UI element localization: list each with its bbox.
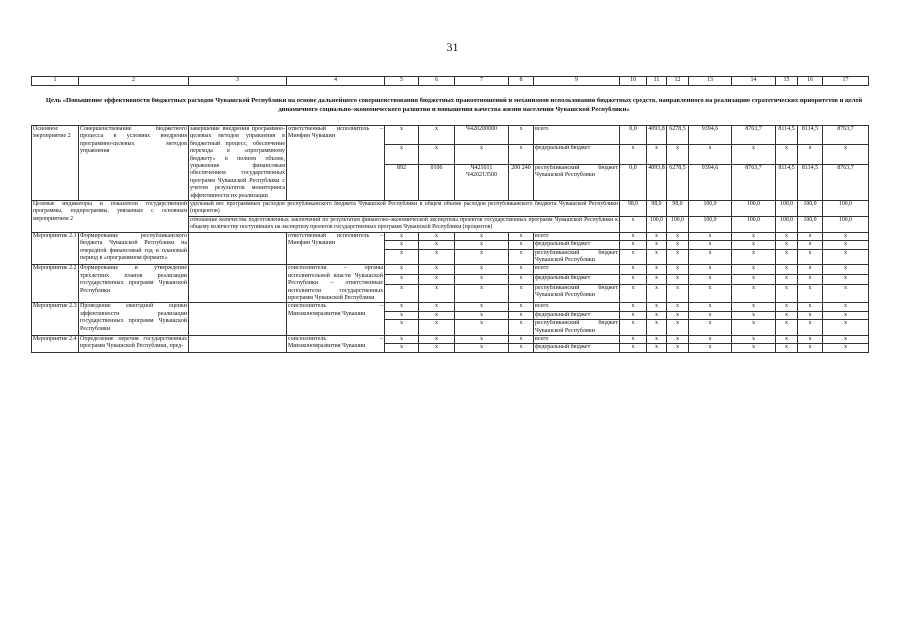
year-value: x xyxy=(732,249,776,265)
target-article-code: x xyxy=(455,265,509,275)
activity-label: Основное мероприятие 2 xyxy=(32,126,79,201)
grbs-code: x xyxy=(385,303,419,311)
column-number: 1 xyxy=(32,77,79,86)
year-value: x xyxy=(823,303,869,311)
target-article-code: x xyxy=(455,275,509,285)
year-value: 8114,5 xyxy=(776,126,798,145)
year-value: x xyxy=(667,335,689,343)
year-value: x xyxy=(798,265,823,275)
funding-source: республиканский бюджет Чувашской Республики xyxy=(535,249,618,263)
column-number: 9 xyxy=(534,77,620,86)
page-number: 31 xyxy=(446,40,459,54)
section-code: x xyxy=(419,335,455,343)
target-article-code: x xyxy=(455,145,509,164)
grbs-code: x xyxy=(385,344,419,352)
activity-label: Мероприятие 2.3 xyxy=(32,303,79,336)
year-value: x xyxy=(798,241,823,249)
indicator-value: 100,0 xyxy=(689,216,732,232)
funding-source: федеральный бюджет xyxy=(534,344,620,352)
year-value: 4093,8 xyxy=(647,164,667,200)
year-value: x xyxy=(689,344,732,352)
column-number: 5 xyxy=(385,77,419,86)
year-value: x xyxy=(823,241,869,249)
year-value: x xyxy=(798,335,823,343)
year-value: x xyxy=(823,344,869,352)
year-value: x xyxy=(689,303,732,311)
year-value: x xyxy=(776,320,798,336)
year-value: 9394,6 xyxy=(689,126,732,145)
year-value: x xyxy=(776,284,798,302)
indicator-value: 100,0 xyxy=(732,201,776,217)
year-value: x xyxy=(620,311,647,319)
year-value: x xyxy=(732,311,776,319)
indicator-text: отношение количества подготовленных заключений по результатам финансово-экономической экспертизы проектов государственных программ Чувашской Республики к общему количеству поступивших на экспертизу проектов государственных программ Чувашской Республики (процентов) xyxy=(190,216,618,231)
section-code: x xyxy=(419,344,455,352)
activity-executor: ответственный исполнитель – Минфин Чувашии xyxy=(287,232,385,265)
table-row xyxy=(32,126,869,145)
table-row xyxy=(32,303,869,311)
year-value: x xyxy=(798,303,823,311)
activity-label: Мероприятие 2.4 xyxy=(32,335,79,352)
target-article-code: x xyxy=(455,241,509,249)
funding-source: всего xyxy=(534,126,620,145)
expense-type-code: x xyxy=(509,275,534,285)
section-code: x xyxy=(419,126,455,145)
expense-type-code: x xyxy=(509,126,534,145)
year-value: x xyxy=(732,320,776,336)
indicator-row xyxy=(32,201,869,217)
year-value: 8763,7 xyxy=(823,126,869,145)
year-value: x xyxy=(823,275,869,285)
year-value: x xyxy=(823,284,869,302)
year-value: x xyxy=(620,265,647,275)
grbs-code: x xyxy=(385,275,419,285)
year-value: x xyxy=(798,249,823,265)
activity-executor: соисполнитель – Минэкономразвития Чувашии xyxy=(287,303,385,336)
year-value: 8763,7 xyxy=(732,126,776,145)
expense-type-code: 200 240 xyxy=(509,164,534,200)
year-value: x xyxy=(647,303,667,311)
column-number-header xyxy=(31,76,869,86)
year-value: x xyxy=(620,145,647,164)
year-value: x xyxy=(667,145,689,164)
indicator-value: x xyxy=(620,216,647,232)
year-value: x xyxy=(667,344,689,352)
year-value: x xyxy=(689,275,732,285)
year-value: x xyxy=(620,303,647,311)
year-value: x xyxy=(776,265,798,275)
grbs-code: x xyxy=(385,265,419,275)
section-code: x xyxy=(419,265,455,275)
year-value: x xyxy=(776,344,798,352)
indicator-value: 100,0 xyxy=(823,216,869,232)
year-value: x xyxy=(776,303,798,311)
year-value: x xyxy=(823,265,869,275)
year-value: x xyxy=(667,232,689,240)
grbs-code: x xyxy=(385,249,419,265)
indicator-value: 98,0 xyxy=(620,201,647,217)
target-article-code: Ч420200000 xyxy=(455,126,509,145)
column-number: 14 xyxy=(732,77,776,86)
column-number: 7 xyxy=(455,77,509,86)
funding-source: республиканский бюджет Чувашской Республики xyxy=(535,320,618,334)
indicator-value: 100,0 xyxy=(798,216,823,232)
indicator-value: 98,0 xyxy=(667,201,689,217)
year-value: x xyxy=(667,275,689,285)
year-value: x xyxy=(732,284,776,302)
expense-type-code: x xyxy=(509,232,534,240)
funding-source: всего xyxy=(534,303,620,311)
year-value: x xyxy=(798,145,823,164)
target-article-code: x xyxy=(455,232,509,240)
indicator-value: 100,0 xyxy=(823,201,869,217)
indicator-text: удельный вес программных расходов республиканского бюджета Чувашской Республики в общем объеме расходов республиканского бюджета Чувашской Республики (процентов) xyxy=(190,201,618,215)
year-value: x xyxy=(823,335,869,343)
year-value: x xyxy=(732,265,776,275)
year-value: 8763,7 xyxy=(823,164,869,200)
year-value: 9394,6 xyxy=(689,164,732,200)
target-article-code: x xyxy=(455,303,509,311)
year-value: x xyxy=(647,241,667,249)
expense-type-code: x xyxy=(509,265,534,275)
column-number: 3 xyxy=(189,77,287,86)
column-number: 10 xyxy=(620,77,647,86)
year-value: x xyxy=(776,145,798,164)
target-article-code: x xyxy=(455,311,509,319)
target-article-code: x xyxy=(455,335,509,343)
year-value: 8114,5 xyxy=(798,126,823,145)
year-value: x xyxy=(689,241,732,249)
column-number: 11 xyxy=(647,77,667,86)
activity-relation xyxy=(189,232,287,265)
year-value: x xyxy=(620,335,647,343)
expense-type-code: x xyxy=(509,311,534,319)
activity-relation xyxy=(189,335,287,352)
year-value: x xyxy=(647,232,667,240)
expense-type-code: x xyxy=(509,303,534,311)
year-value: x xyxy=(798,344,823,352)
year-value: x xyxy=(620,284,647,302)
indicator-value: 100,0 xyxy=(732,216,776,232)
year-value: 6278,5 xyxy=(667,164,689,200)
year-value: x xyxy=(689,249,732,265)
year-value: x xyxy=(776,335,798,343)
year-value: x xyxy=(732,232,776,240)
indicator-value: 100,0 xyxy=(776,216,798,232)
expense-type-code: x xyxy=(509,241,534,249)
section-code: x xyxy=(419,284,455,302)
year-value: x xyxy=(667,249,689,265)
year-value: x xyxy=(667,320,689,336)
year-value: x xyxy=(798,275,823,285)
section-code: x xyxy=(419,232,455,240)
year-value: x xyxy=(620,241,647,249)
funding-source: всего xyxy=(534,265,620,275)
year-value: 8114,5 xyxy=(798,164,823,200)
target-article-code: x xyxy=(455,320,509,336)
column-number: 6 xyxy=(419,77,455,86)
year-value: x xyxy=(647,335,667,343)
year-value: x xyxy=(689,284,732,302)
program-table xyxy=(31,125,869,353)
year-value: 4093,8 xyxy=(647,126,667,145)
year-value: x xyxy=(647,320,667,336)
activity-label: Мероприятие 2.1 xyxy=(32,232,79,265)
grbs-code: x xyxy=(385,284,419,302)
expense-type-code: x xyxy=(509,320,534,336)
column-number: 13 xyxy=(689,77,732,86)
funding-source: федеральный бюджет xyxy=(534,145,620,164)
target-article-code: x xyxy=(455,284,509,302)
funding-source: всего xyxy=(534,232,620,240)
activity-executor: ответственный исполнитель – Минфин Чувашии xyxy=(287,126,385,201)
year-value: x xyxy=(689,145,732,164)
year-value: x xyxy=(798,232,823,240)
year-value: x xyxy=(620,344,647,352)
year-value: x xyxy=(689,232,732,240)
year-value: x xyxy=(620,249,647,265)
year-value: x xyxy=(647,284,667,302)
activity-executor: соисполнители – органы исполнительной власти Чувашской Республики – ответственные исполнители государственных программ Чувашской Республики xyxy=(288,265,383,301)
activity-name: Формирование республиканского бюджета Чувашской Республики на очередной финансовый год и плановый период в «программном формате» xyxy=(79,232,189,265)
section-code: x xyxy=(419,303,455,311)
section-code: x xyxy=(419,249,455,265)
column-number: 4 xyxy=(287,77,385,86)
section-code: x xyxy=(419,320,455,336)
year-value: x xyxy=(732,275,776,285)
section-code: x xyxy=(419,311,455,319)
activity-relation: завершение внедрения программно-целевых методов управления в бюджетный процесс, обеспечение перехода к «программному бюджету» в полном объеме, управление финансовым обеспечением государственных программ Чувашской Республики с учетом результатов мониторинга эффективности их реализации xyxy=(190,126,285,199)
year-value: 8763,7 xyxy=(732,164,776,200)
grbs-code: x xyxy=(385,320,419,336)
funding-source: федеральный бюджет xyxy=(534,275,620,285)
expense-type-code: x xyxy=(509,145,534,164)
year-value: x xyxy=(732,241,776,249)
table-row xyxy=(32,335,869,343)
year-value: x xyxy=(689,265,732,275)
year-value: x xyxy=(732,303,776,311)
year-value: x xyxy=(689,335,732,343)
year-value: x xyxy=(620,275,647,285)
target-article-code: x xyxy=(455,344,509,352)
funding-source: республиканский бюджет Чувашской Республики xyxy=(534,164,620,200)
year-value: x xyxy=(667,284,689,302)
indicator-value: 100,0 xyxy=(689,201,732,217)
activity-relation xyxy=(189,303,287,336)
year-value: x xyxy=(823,232,869,240)
activity-executor: соисполнитель – Минэкономразвития Чувашии xyxy=(287,335,385,352)
grbs-code: x xyxy=(385,335,419,343)
funding-source: республиканский бюджет Чувашской Республики xyxy=(534,284,620,302)
grbs-code: x xyxy=(385,241,419,249)
grbs-code: x xyxy=(385,145,419,164)
section-code: x xyxy=(419,275,455,285)
indicator-value: 98,0 xyxy=(647,201,667,217)
year-value: x xyxy=(776,311,798,319)
year-value: x xyxy=(620,320,647,336)
year-value: x xyxy=(776,241,798,249)
indicator-value: 100,0 xyxy=(798,201,823,217)
goal-heading: Цель «Повышение эффективности бюджетных расходов Чувашской Республики на основе дальнейшего совершенствования бюджетных правоотношений и механизмов использования бюджетных средств, направленного на реализацию стратегических приоритетов и целей динамичного социально-экономического развития и повышения качества жизни населения Чувашской Республики» xyxy=(45,97,863,113)
target-article-code: Ч421011 Ч420213500 xyxy=(455,164,509,200)
year-value: 8114,5 xyxy=(776,164,798,200)
table-row xyxy=(32,232,869,240)
grbs-code: x xyxy=(385,311,419,319)
funding-source: федеральный бюджет xyxy=(534,311,620,319)
year-value: x xyxy=(689,320,732,336)
year-value: x xyxy=(647,311,667,319)
year-value: 0,0 xyxy=(620,164,647,200)
grbs-code: x xyxy=(385,126,419,145)
indicator-value: 100,0 xyxy=(647,216,667,232)
target-article-code: x xyxy=(455,249,509,265)
section-code: 0106 xyxy=(419,164,455,200)
year-value: x xyxy=(647,265,667,275)
expense-type-code: x xyxy=(509,249,534,265)
year-value: x xyxy=(798,284,823,302)
year-value: x xyxy=(647,249,667,265)
year-value: x xyxy=(776,232,798,240)
year-value: x xyxy=(689,311,732,319)
year-value: 6278,5 xyxy=(667,126,689,145)
activity-name: Определение перечня государственных программ Чувашской Республики, пред- xyxy=(79,335,189,352)
indicators-label: Целевые индикаторы и показатели государственной программы, подпрограммы, увязанные с основным мероприятием 2 xyxy=(32,201,189,233)
activity-name: Проведение ежегодной оценки эффективности реализации государственных программ Чувашской Республики xyxy=(79,303,189,336)
expense-type-code: x xyxy=(509,284,534,302)
year-value: x xyxy=(776,249,798,265)
year-value: x xyxy=(732,344,776,352)
activity-name: Совершенствование бюджетного процесса в условиях внедрения программно-целевых методов управления xyxy=(79,126,189,201)
indicator-value: 100,0 xyxy=(776,201,798,217)
funding-source: федеральный бюджет xyxy=(534,241,620,249)
activity-relation xyxy=(189,265,287,303)
year-value: x xyxy=(823,311,869,319)
grbs-code: 892 xyxy=(385,164,419,200)
expense-type-code: x xyxy=(509,335,534,343)
grbs-code: x xyxy=(385,232,419,240)
indicator-value: 100,0 xyxy=(667,216,689,232)
year-value: x xyxy=(620,232,647,240)
section-code: x xyxy=(419,241,455,249)
year-value: x xyxy=(647,344,667,352)
column-number: 8 xyxy=(509,77,534,86)
year-value: x xyxy=(667,241,689,249)
activity-name: Формирование и утверждение трехлетних планов реализации государственных программ Чувашской Республики xyxy=(79,265,189,303)
table-row xyxy=(32,265,869,275)
year-value: x xyxy=(647,145,667,164)
section-code: x xyxy=(419,145,455,164)
year-value: x xyxy=(776,275,798,285)
year-value: 0,0 xyxy=(620,126,647,145)
year-value: x xyxy=(798,311,823,319)
expense-type-code: x xyxy=(509,344,534,352)
year-value: x xyxy=(647,275,667,285)
year-value: x xyxy=(732,145,776,164)
year-value: x xyxy=(667,265,689,275)
column-number: 2 xyxy=(79,77,189,86)
activity-label: Мероприятие 2.2 xyxy=(32,265,79,303)
column-number: 15 xyxy=(776,77,798,86)
year-value: x xyxy=(667,311,689,319)
year-value: x xyxy=(798,320,823,336)
year-value: x xyxy=(823,249,869,265)
year-value: x xyxy=(732,335,776,343)
year-value: x xyxy=(823,320,869,336)
year-value: x xyxy=(823,145,869,164)
column-number: 12 xyxy=(667,77,689,86)
funding-source: всего xyxy=(534,335,620,343)
column-number: 16 xyxy=(798,77,823,86)
column-number: 17 xyxy=(823,77,869,86)
year-value: x xyxy=(667,303,689,311)
